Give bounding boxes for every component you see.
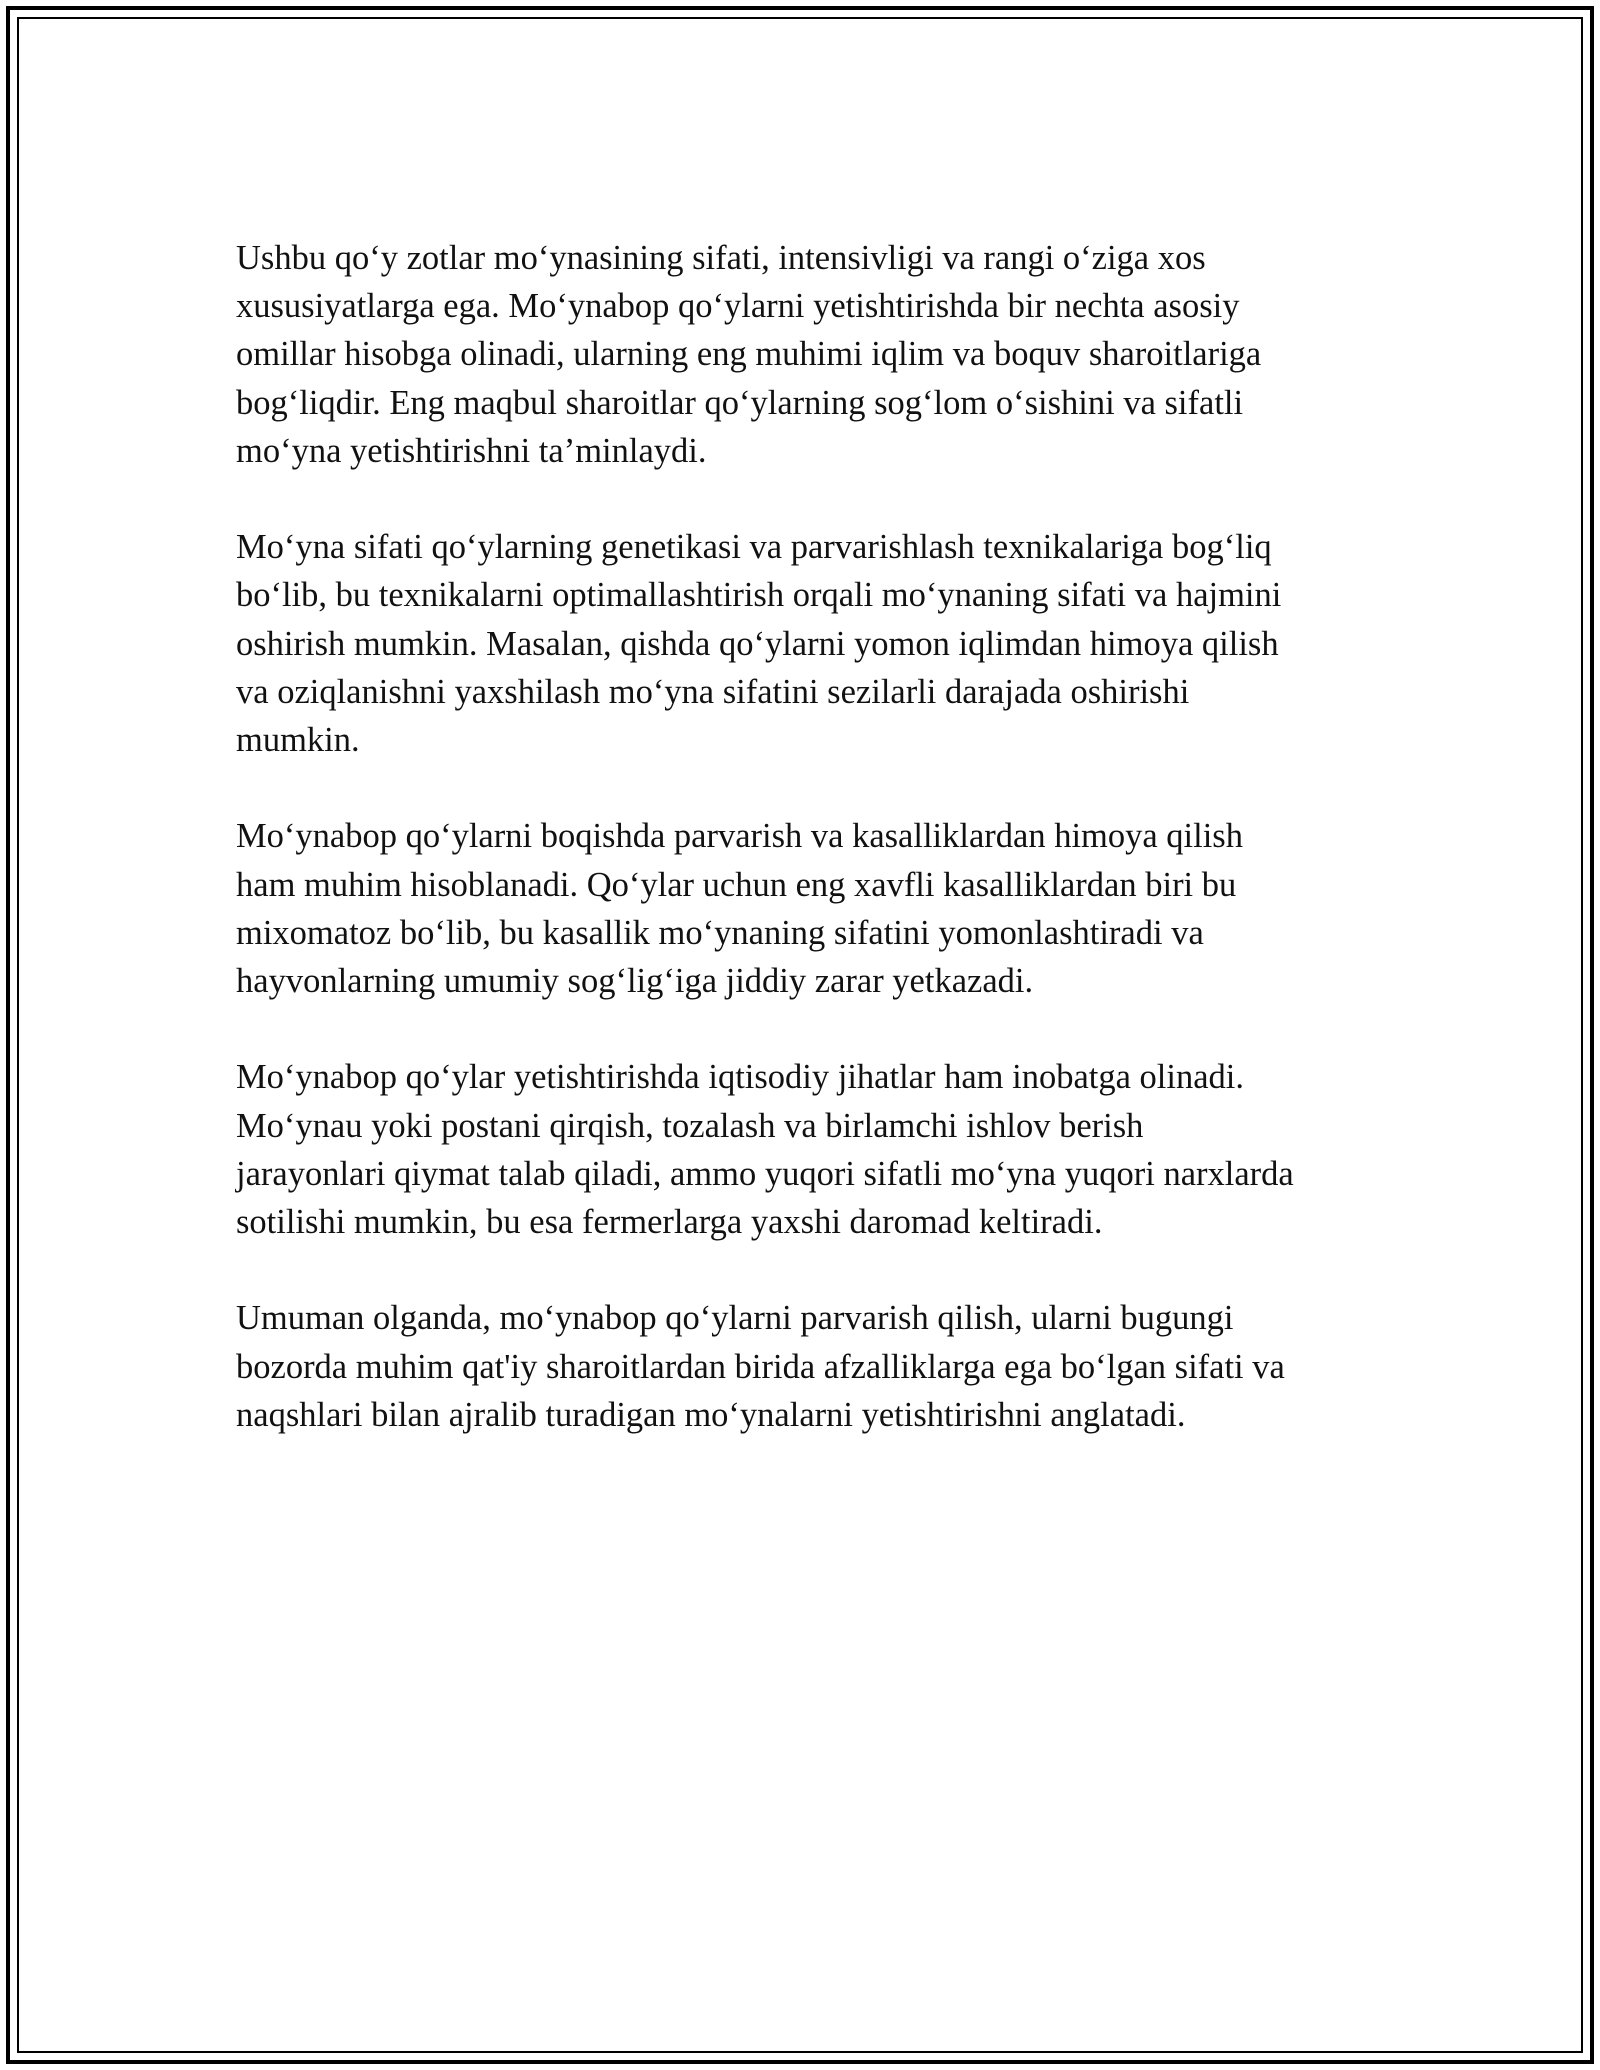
text-line: bozorda muhim qat'iy sharoitlardan birida afzalliklarga ega bo‘lgan sifati va (236, 1347, 1285, 1386)
text-line: bog‘liqdir. Eng maqbul sharoitlar qo‘ylarning sog‘lom o‘sishini va sifatli (236, 383, 1244, 422)
text-line: mo‘yna yetishtirishni ta’minlaydi. (236, 431, 707, 470)
text-line: oshirish mumkin. Masalan, qishda qo‘ylarni yomon iqlimdan himoya qilish (236, 624, 1279, 663)
paragraph-5 (236, 1294, 1376, 1439)
text-line: Ushbu qo‘y zotlar mo‘ynasining sifati, intensivligi va rangi o‘ziga xos (236, 239, 1206, 277)
text-line: Mo‘ynabop qo‘ylar yetishtirishda iqtisodiy jihatlar ham inobatga olinadi. (236, 1058, 1244, 1097)
paragraph-3 (236, 812, 1376, 1005)
text-line: xususiyatlarga ega. Mo‘ynabop qo‘ylarni yetishtirishda bir nechta asosiy (236, 287, 1240, 326)
text-line: jarayonlari qiymat talab qiladi, ammo yuqori sifatli mo‘yna yuqori narxlarda (236, 1154, 1294, 1193)
text-line: naqshlari bilan ajralib turadigan mo‘ynalarni yetishtirishni anglatadi. (236, 1395, 1186, 1434)
text-line: bo‘lib, bu texnikalarni optimallashtirish orqali mo‘ynaning sifati va hajmini (236, 576, 1282, 615)
text-line: omillar hisobga olinadi, ularning eng muhimi iqlim va boquv sharoitlariga (236, 335, 1262, 374)
paragraph-2 (236, 523, 1376, 764)
text-line: va oziqlanishni yaxshilash mo‘yna sifatini sezilarli darajada oshirishi (236, 672, 1190, 711)
document-body (236, 234, 1376, 1487)
text-line: Mo‘yna sifati qo‘ylarning genetikasi va parvarishlash texnikalariga bog‘liq (236, 528, 1272, 567)
text-line: Mo‘ynabop qo‘ylarni boqishda parvarish va kasalliklardan himoya qilish (236, 817, 1243, 856)
text-line: sotilishi mumkin, bu esa fermerlarga yaxshi daromad keltiradi. (236, 1203, 1103, 1242)
paragraph-4 (236, 1053, 1376, 1246)
text-line: Mo‘ynau yoki postani qirqish, tozalash va birlamchi ishlov berish (236, 1106, 1144, 1145)
text-line: ham muhim hisoblanadi. Qo‘ylar uchun eng xavfli kasalliklardan biri bu (236, 865, 1237, 904)
text-line: mixomatoz bo‘lib, bu kasallik mo‘ynaning sifatini yomonlashtiradi va (236, 913, 1204, 952)
text-line: mumkin. (236, 721, 360, 760)
paragraph-1 (236, 234, 1376, 475)
text-line: Umuman olganda, mo‘ynabop qo‘ylarni parvarish qilish, ularni bugungi (236, 1299, 1234, 1338)
text-line: hayvonlarning umumiy sog‘lig‘iga jiddiy zarar yetkazadi. (236, 962, 1034, 1001)
